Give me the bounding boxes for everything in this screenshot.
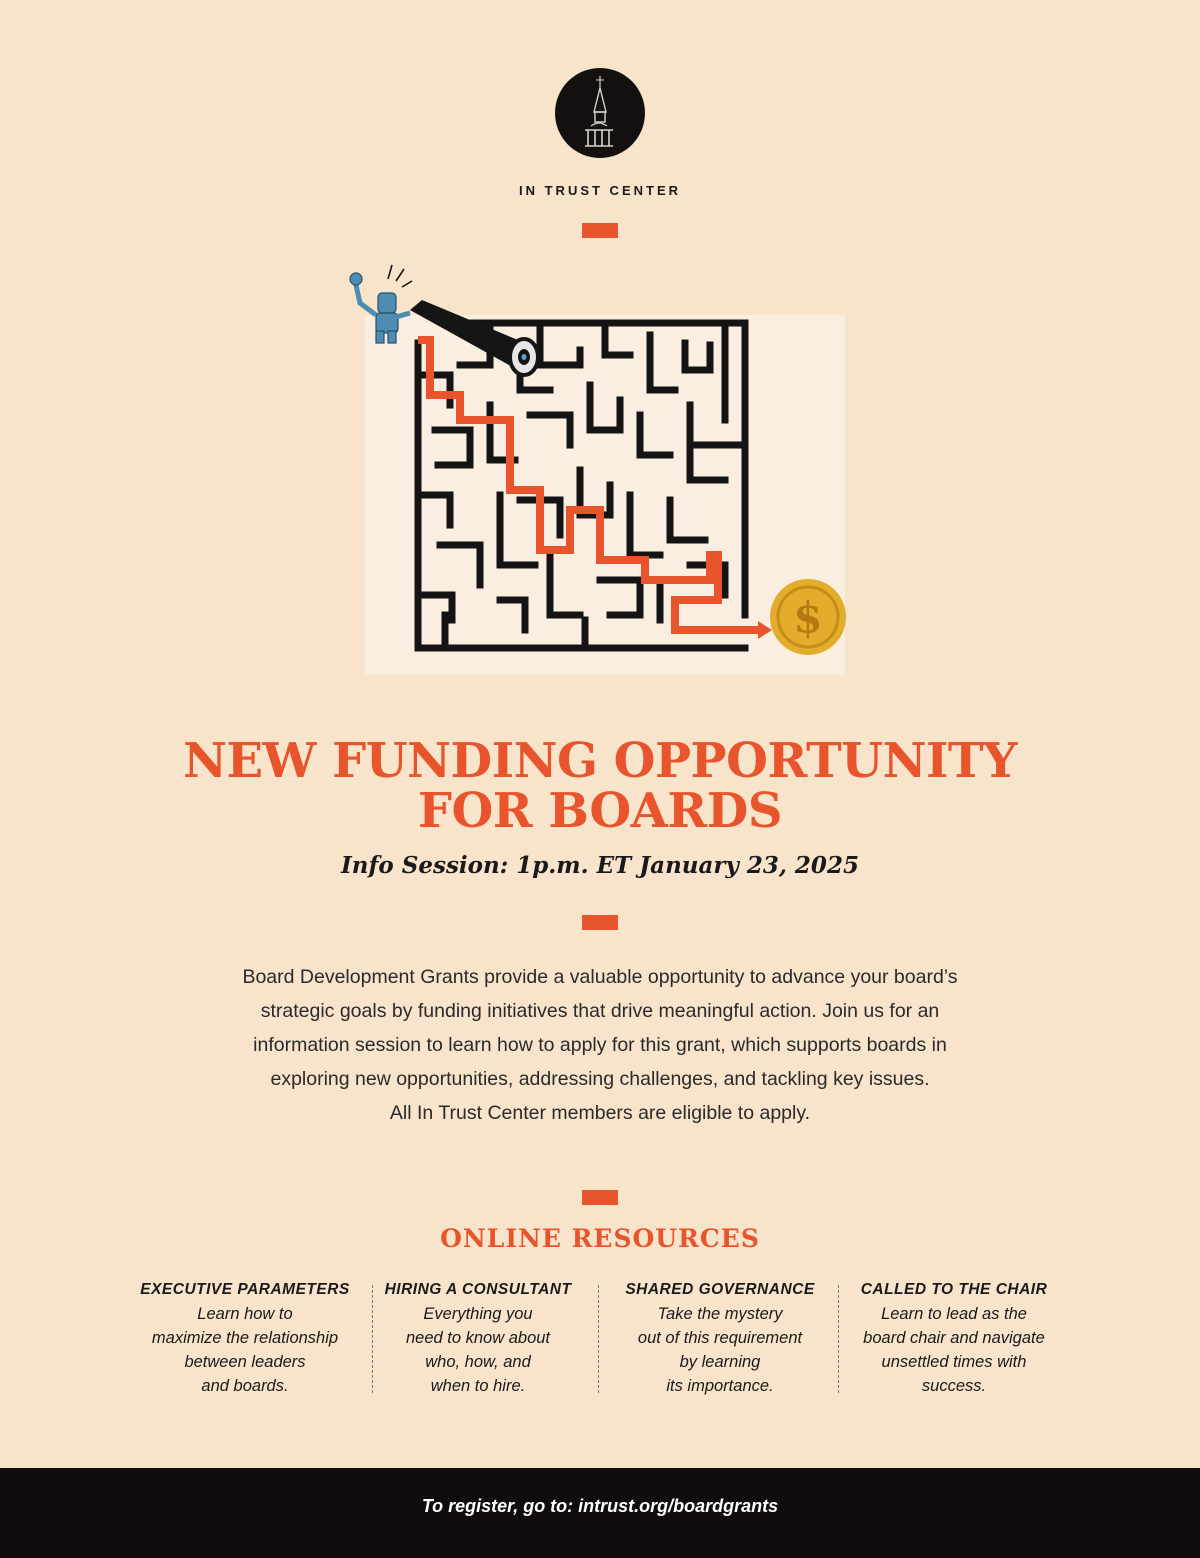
resource-description	[130, 1302, 360, 1398]
resource-desc-line: board chair and navigate	[863, 1329, 1045, 1347]
resource-desc-line: out of this requirement	[637, 1329, 803, 1347]
resource-desc-line: when to hire.	[430, 1377, 526, 1395]
resource-description	[842, 1302, 1066, 1398]
steeple-logo-icon	[555, 68, 645, 158]
description-line: strategic goals by funding initiatives that drive meaningful action. Join us for an	[260, 1000, 940, 1022]
resource-called-to-the-chair[interactable]	[842, 1278, 1066, 1398]
resource-title: HIRING A CONSULTANT	[384, 1281, 572, 1298]
resource-desc-line: and boards.	[201, 1377, 289, 1395]
resource-shared-governance[interactable]	[610, 1278, 830, 1398]
description-line: information session to learn how to apply for this grant, which supports boards in	[253, 1034, 947, 1056]
register-link[interactable]: To register, go to: intrust.org/boardgrants	[421, 1496, 779, 1516]
headline-line-2: FOR BOARDS	[417, 783, 783, 839]
resource-desc-line: need to know about	[405, 1329, 551, 1347]
resource-desc-line: by learning	[679, 1353, 761, 1371]
description-line: exploring new opportunities, addressing challenges, and tackling key issues.	[270, 1068, 930, 1090]
description-line: All In Trust Center members are eligible to apply.	[389, 1102, 811, 1124]
resource-desc-line: its importance.	[666, 1377, 774, 1395]
resource-title: EXECUTIVE PARAMETERS	[140, 1281, 350, 1298]
column-divider	[372, 1285, 375, 1393]
description-line: Board Development Grants provide a valuable opportunity to advance your board’s	[242, 966, 958, 988]
resource-desc-line: success.	[921, 1377, 987, 1395]
column-divider	[838, 1285, 841, 1393]
page-title	[0, 733, 1200, 839]
resource-title: SHARED GOVERNANCE	[625, 1281, 815, 1298]
accent-divider	[582, 1190, 618, 1205]
description-paragraph	[200, 960, 1000, 1130]
resource-desc-line: Learn to lead as the	[881, 1305, 1027, 1323]
resource-desc-line: maximize the relationship	[151, 1329, 339, 1347]
resource-description	[378, 1302, 578, 1398]
accent-divider	[582, 915, 618, 930]
resource-desc-line: between leaders	[184, 1353, 306, 1371]
resource-desc-line: unsettled times with	[881, 1353, 1027, 1371]
dollar-coin-icon	[770, 579, 846, 655]
headline-line-1: NEW FUNDING OPPORTUNITY	[183, 733, 1017, 789]
resource-desc-line: who, how, and	[425, 1353, 531, 1371]
column-divider	[598, 1285, 601, 1393]
resource-executive-parameters[interactable]	[130, 1278, 360, 1398]
resource-desc-line: Learn how to	[197, 1305, 293, 1323]
resource-description	[610, 1302, 830, 1398]
info-session-date: Info Session: 1p.m. ET January 23, 2025	[341, 852, 859, 879]
resource-title: CALLED TO THE CHAIR	[860, 1281, 1048, 1298]
resources-heading: ONLINE RESOURCES	[440, 1224, 760, 1253]
svg-text:$: $	[793, 593, 823, 642]
resource-desc-line: Take the mystery	[657, 1305, 783, 1323]
accent-divider	[582, 223, 618, 238]
org-name: IN TRUST CENTER	[519, 183, 681, 198]
resource-hiring-a-consultant[interactable]	[378, 1278, 578, 1398]
resource-desc-line: Everything you	[423, 1305, 533, 1323]
maze-illustration	[340, 255, 860, 675]
